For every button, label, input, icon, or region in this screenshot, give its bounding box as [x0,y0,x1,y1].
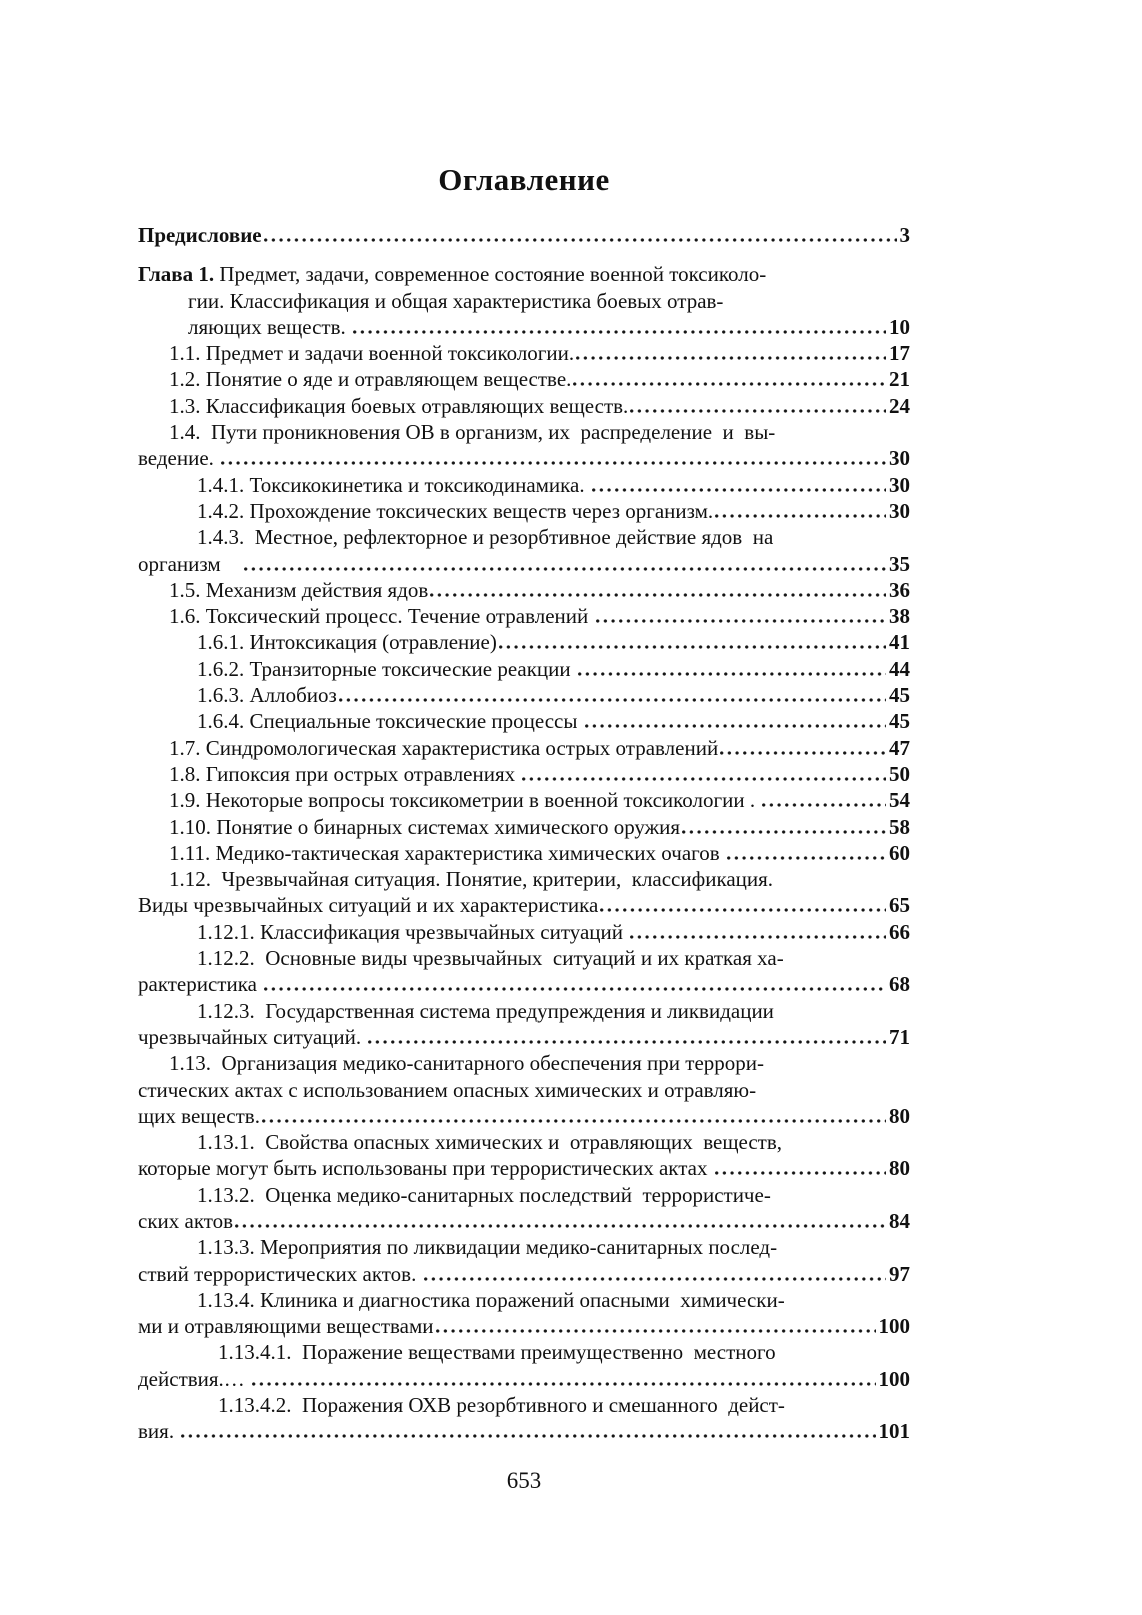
dot-leader [576,356,886,360]
page-title: Оглавление [438,162,610,197]
toc-page-number: 3 [899,223,910,247]
toc-entry-text: гии. Классификация и общая характеристика боевых отрав- [188,288,724,313]
dot-leader [244,567,886,571]
toc-page-number: 38 [889,604,910,629]
toc-page-number: 17 [889,341,910,366]
dot-leader [715,514,886,518]
toc-page-number: 35 [889,551,910,576]
dot-leader [600,908,886,912]
toc-content [138,164,910,1445]
toc-entry-line [138,603,910,629]
toc-entry-text: 1.4.2. Прохождение токсических веществ через организм. [197,498,714,523]
toc-entry-line [138,1155,910,1181]
toc-entry-text: 1.13.4.1. Поражение веществами преимущественно местного [218,1340,776,1365]
toc-entry-line [138,656,910,682]
toc-entry-line [138,577,910,603]
toc-entry-line [138,222,910,248]
toc-page-number: 50 [889,761,910,786]
toc-entry-text: 1.12.3. Государственная система предупреждения и ликвидации [197,998,774,1023]
toc-page-number: 30 [889,446,910,471]
toc-entry-text: рактеристика [138,972,263,997]
toc-entry-text: чрезвычайных ситуаций. [138,1024,367,1049]
toc-entry-text: 1.4.1. Токсикокинетика и токсикодинамика. [197,472,590,497]
toc-page-number: 58 [889,814,910,839]
toc-entry-text: 1.13.4. Клиника и диагностика поражений опасными химически- [197,1287,785,1312]
toc-entry-line [138,1103,910,1129]
dot-leader [630,409,886,413]
toc-page-number: 41 [889,630,910,655]
toc-entry-line [138,814,910,840]
toc-entry-line [138,1339,910,1365]
toc-entry-line [138,892,910,918]
dot-leader [353,330,886,334]
toc-entry-text: вия. [138,1419,180,1444]
toc-entry-text: 1.3. Классификация боевых отравляющих веществ. [169,393,629,418]
toc-entry-line [138,472,910,498]
toc-page-number: 66 [889,919,910,944]
toc-entry-line [138,735,910,761]
toc-entry-line [138,1129,910,1155]
toc-entry-text: 1.13.2. Оценка медико-санитарных последствий террористиче- [197,1182,771,1207]
toc-entry-line [138,919,910,945]
toc-entry-text: ми и отравляющими веществами [138,1314,434,1339]
dot-leader [221,461,886,465]
toc-entry-line [138,314,910,340]
toc-entry-line [138,393,910,419]
dot-leader [368,1040,886,1044]
toc-page-number: 65 [889,893,910,918]
toc-entry-bold-label: Глава 1. [138,262,215,287]
toc-entry-text: 1.6.1. Интоксикация (отравление) [197,630,497,655]
toc-entry-text: 1.13.4.2. Поражения ОХВ резорбтивного и смешанного дейст- [218,1393,785,1418]
footer-page-number: 653 [506,1468,542,1493]
toc-entry-text: 1.2. Понятие о яде и отравляющем веществе. [169,367,572,392]
toc-entry-text: щих веществ. [138,1103,260,1128]
toc-entry-line [138,1077,910,1103]
toc-entry-line [138,761,910,787]
toc-entry-text: 1.12. Чрезвычайная ситуация. Понятие, критерии, классификация. [169,867,774,892]
toc-entry-line [138,1234,910,1260]
toc-page-number: 45 [889,709,910,734]
toc-entry-text: 1.12.1. Классификация чрезвычайных ситуаций [197,919,629,944]
toc-entry-bold-label: Предисловие [138,223,262,247]
toc-entry-line [138,261,910,287]
toc-page-number: 101 [878,1419,910,1444]
dot-leader [762,803,886,807]
toc-entry-text: организм [138,551,242,576]
dot-leader [181,1434,875,1438]
toc-entry-line [138,524,910,550]
toc-entry-line [138,971,910,997]
dot-leader [262,1119,886,1123]
dot-leader [424,1277,886,1281]
toc-page-number: 24 [889,393,910,418]
toc-entry-line [138,1392,910,1418]
toc-entry-text: ляющих веществ. [188,314,352,339]
toc-page-number: 30 [889,498,910,523]
toc-entry-line [138,1418,910,1444]
toc-page-number: 36 [889,577,910,602]
toc-entry-text: ведение. [138,446,220,471]
toc-entry-line [138,787,910,813]
toc-entry-text: 1.12.2. Основные виды чрезвычайных ситуаций и их краткая ха- [197,946,784,971]
dot-leader [499,645,886,649]
toc-entry-line [138,1313,910,1339]
dot-leader [252,1382,875,1386]
toc-entry-text: 1.5. Механизм действия ядов [169,577,429,602]
toc-entry-text: 1.4.3. Местное, рефлекторное и резорбтивное действие ядов на [197,525,774,550]
dot-leader [720,751,886,755]
toc-entry-text: 1.10. Понятие о бинарных системах химического оружия [169,814,681,839]
toc-entry-line [138,1261,910,1287]
toc-page-number: 21 [889,367,910,392]
dot-leader [264,987,886,991]
toc-entry-text: 1.6. Токсический процесс. Течение отравлений [169,604,594,629]
toc-entry-text: 1.11. Медико-тактическая характеристика химических очагов [169,840,725,865]
toc-entry-line [138,866,910,892]
toc-entry-line [138,445,910,471]
toc-entry-text: 1.8. Гипоксия при острых отравлениях [169,761,521,786]
toc-entry-line [138,498,910,524]
toc-entry-text: 1.9. Некоторые вопросы токсикометрии в военной токсикологии . [169,788,761,813]
dot-leader [264,238,897,242]
toc-page-number: 10 [889,314,910,339]
toc-entry-line [138,1366,910,1392]
toc-entry-line [138,708,910,734]
toc-entry-text: 1.6.3. Аллобиоз [197,683,337,708]
dot-leader [596,619,887,623]
toc-entry-text: Предмет, задачи, современное состояние военной токсиколо- [214,262,767,287]
toc-page-number: 54 [889,788,910,813]
toc-list [138,222,910,1445]
toc-page-number: 100 [878,1366,910,1391]
toc-entry-line [138,340,910,366]
toc-entry-text: 1.4. Пути проникновения ОВ в организм, их распределение и вы- [169,420,776,445]
toc-page-number: 30 [889,472,910,497]
dot-leader [682,830,886,834]
dot-leader [573,382,886,386]
toc-entry-text: ствий террористических актов. [138,1261,422,1286]
toc-entry-line [138,1050,910,1076]
toc-page-number: 45 [889,683,910,708]
toc-page-number: 100 [878,1314,910,1339]
dot-leader [727,856,886,860]
toc-entry-text: которые могут быть использованы при террористических актах [138,1156,713,1181]
toc-entry-line [138,998,910,1024]
toc-entry-text: 1.6.2. Транзиторные токсические реакции [197,656,576,681]
toc-entry-text: 1.1. Предмет и задачи военной токсикологии. [169,341,575,366]
toc-entry-line [138,1287,910,1313]
toc-entry-line [138,1024,910,1050]
toc-entry-line [138,1182,910,1208]
toc-entry-line [138,419,910,445]
toc-page-number: 44 [889,656,910,681]
toc-entry-text: Виды чрезвычайных ситуаций и их характеристика [138,893,599,918]
toc-entry-line [138,840,910,866]
toc-page-number: 47 [889,735,910,760]
dot-leader [235,1224,886,1228]
toc-entry-text: 1.6.4. Специальные токсические процессы [197,709,583,734]
dot-leader [585,724,886,728]
toc-page-number: 97 [889,1261,910,1286]
toc-page-number: 84 [889,1208,910,1233]
toc-entry-line [138,366,910,392]
dot-leader [578,672,886,676]
toc-entry-line [138,682,910,708]
toc-page-number: 80 [889,1156,910,1181]
dot-leader [430,593,886,597]
dot-leader [522,777,886,781]
toc-entry-text: 1.13.1. Свойства опасных химических и отравляющих веществ, [197,1130,783,1155]
toc-entry-text: действия.… [138,1366,251,1391]
toc-page-number: 71 [889,1024,910,1049]
toc-entry-line [138,945,910,971]
toc-entry-text: 1.13.3. Мероприятия по ликвидации медико-санитарных послед- [197,1235,778,1260]
dot-leader [339,698,886,702]
toc-entry-text: 1.13. Организация медико-санитарного обеспечения при террори- [169,1051,765,1076]
toc-entry-text: ских актов [138,1208,234,1233]
toc-page-number: 68 [889,972,910,997]
toc-entry-text: 1.7. Синдромологическая характеристика острых отравлений [169,735,719,760]
toc-page-number: 60 [889,840,910,865]
toc-entry-line [138,551,910,577]
toc-entry-line [138,288,910,314]
dot-leader [592,488,886,492]
dot-leader [630,935,886,939]
toc-entry-text: стических актах с использованием опасных химических и отравляю- [138,1077,757,1102]
toc-page-number: 80 [889,1103,910,1128]
dot-leader [436,1329,876,1333]
toc-entry-line [138,1208,910,1234]
toc-entry-line [138,629,910,655]
dot-leader [715,1171,886,1175]
